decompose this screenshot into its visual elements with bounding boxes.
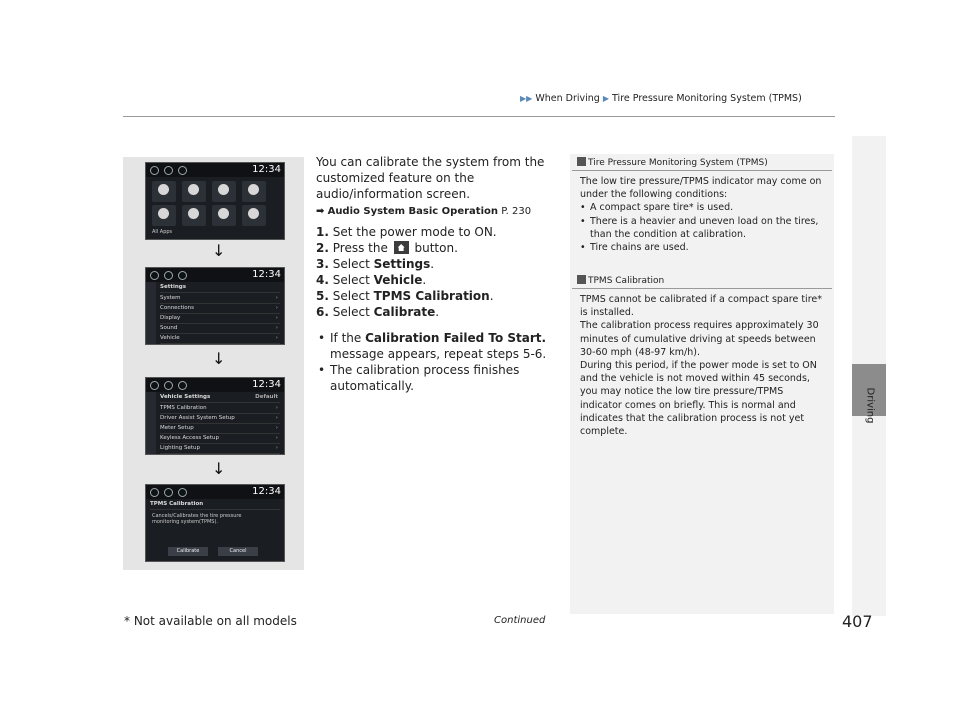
- clock-text: 12:34: [252, 379, 281, 390]
- note-marker-icon: [577, 157, 586, 166]
- bullet-list: [316, 330, 556, 394]
- step-item: 2. Press the button.: [316, 241, 458, 255]
- home-screen: [145, 162, 285, 240]
- menu-item: Sound ›: [160, 324, 280, 334]
- menu-item: Vehicle ›: [160, 334, 280, 344]
- step-item: 5. Select TPMS Calibration.: [316, 289, 494, 303]
- menu-item: Display ›: [160, 314, 280, 324]
- note-heading: TPMS Calibration: [577, 275, 664, 286]
- menu-item: Meter Setup ›: [160, 424, 280, 434]
- vehicle-settings-screen: [145, 377, 285, 455]
- footnote: * Not available on all models: [124, 614, 297, 628]
- tpms-calibration-screen: [145, 484, 285, 562]
- settings-title: Settings: [160, 283, 280, 293]
- bullet-item: • If the Calibration Failed To Start. message appears, repeat steps 5-6.: [316, 330, 556, 362]
- breadcrumb-item-2: Tire Pressure Monitoring System (TPMS): [612, 93, 802, 104]
- cancel-button[interactable]: Cancel: [218, 547, 258, 556]
- menu-item: Connections ›: [160, 304, 280, 314]
- bullet-item: • The calibration process finishes automatically.: [316, 362, 556, 394]
- header-divider: [123, 116, 835, 117]
- down-arrow-icon: ↓: [212, 459, 226, 478]
- continued-label: Continued: [494, 615, 546, 626]
- reference-page: P. 230: [501, 206, 532, 217]
- note-body: The low tire pressure/TPMS indicator may come on under the following conditions: • A compact spare tire* is used. • There is a heavier and uneven load on the tires, than the condition at calibration. • Tire chains are used.: [580, 175, 826, 254]
- tpms-message: Cancels/Calibrates the tire pressure monitoring system(TPMS).: [152, 513, 242, 525]
- vehicle-title: Vehicle Settings Default: [160, 393, 280, 403]
- screenshot-panel: [123, 157, 304, 570]
- step-item: 3. Select Settings.: [316, 257, 435, 271]
- intro-text: You can calibrate the system from the customized feature on the audio/information screen.: [316, 155, 545, 201]
- menu-item: TPMS Calibration ›: [160, 404, 280, 414]
- note-heading: Tire Pressure Monitoring System (TPMS): [577, 157, 768, 168]
- menu-item: System ›: [160, 294, 280, 304]
- clock-text: 12:34: [252, 269, 281, 280]
- settings-screen: [145, 267, 285, 345]
- breadcrumb: [520, 93, 802, 104]
- clock-text: 12:34: [252, 486, 281, 497]
- breadcrumb-item-1: When Driving: [535, 93, 600, 104]
- reference-arrow-icon: ➡: [316, 206, 325, 217]
- note-divider: [572, 170, 832, 171]
- step-item: 4. Select Vehicle.: [316, 273, 427, 287]
- note-divider: [572, 288, 832, 289]
- reference-title: Audio System Basic Operation: [327, 206, 498, 217]
- notes-panel: [570, 154, 834, 614]
- menu-item: Lighting Setup ›: [160, 444, 280, 454]
- steps-list: [316, 224, 556, 320]
- page-number: 407: [842, 612, 873, 631]
- menu-item: Driver Assist System Setup ›: [160, 414, 280, 424]
- note-body: TPMS cannot be calibrated if a compact spare tire* is installed. The calibration process requires approximately 30 minutes of cumulative driving at speeds between 30-60 mph (48-97 km/h). During this period, if the power mode is set to ON and the vehicle is not moved within 45 seconds, you may notice the low tire pressure/TPMS indicator comes on briefly. This is normal and indicates that the calibration process is not yet complete.: [580, 294, 822, 438]
- calibrate-button[interactable]: Calibrate: [168, 547, 208, 556]
- tpms-title: TPMS Calibration: [150, 500, 280, 510]
- breadcrumb-arrow-icon: ▶: [602, 94, 610, 103]
- main-content: [316, 154, 556, 394]
- step-item: 1. Set the power mode to ON.: [316, 225, 497, 239]
- breadcrumb-arrow-icon: ▶▶: [520, 94, 533, 103]
- step-item: 6. Select Calibrate.: [316, 305, 440, 319]
- all-apps-label: All Apps: [152, 229, 173, 235]
- menu-item: Keyless Access Setup ›: [160, 434, 280, 444]
- home-button-icon: [394, 241, 409, 254]
- down-arrow-icon: ↓: [212, 241, 226, 260]
- down-arrow-icon: ↓: [212, 349, 226, 368]
- cross-reference: [316, 204, 556, 220]
- clock-text: 12:34: [252, 164, 281, 175]
- side-tab-label: Driving: [864, 387, 876, 424]
- note-marker-icon: [577, 275, 586, 284]
